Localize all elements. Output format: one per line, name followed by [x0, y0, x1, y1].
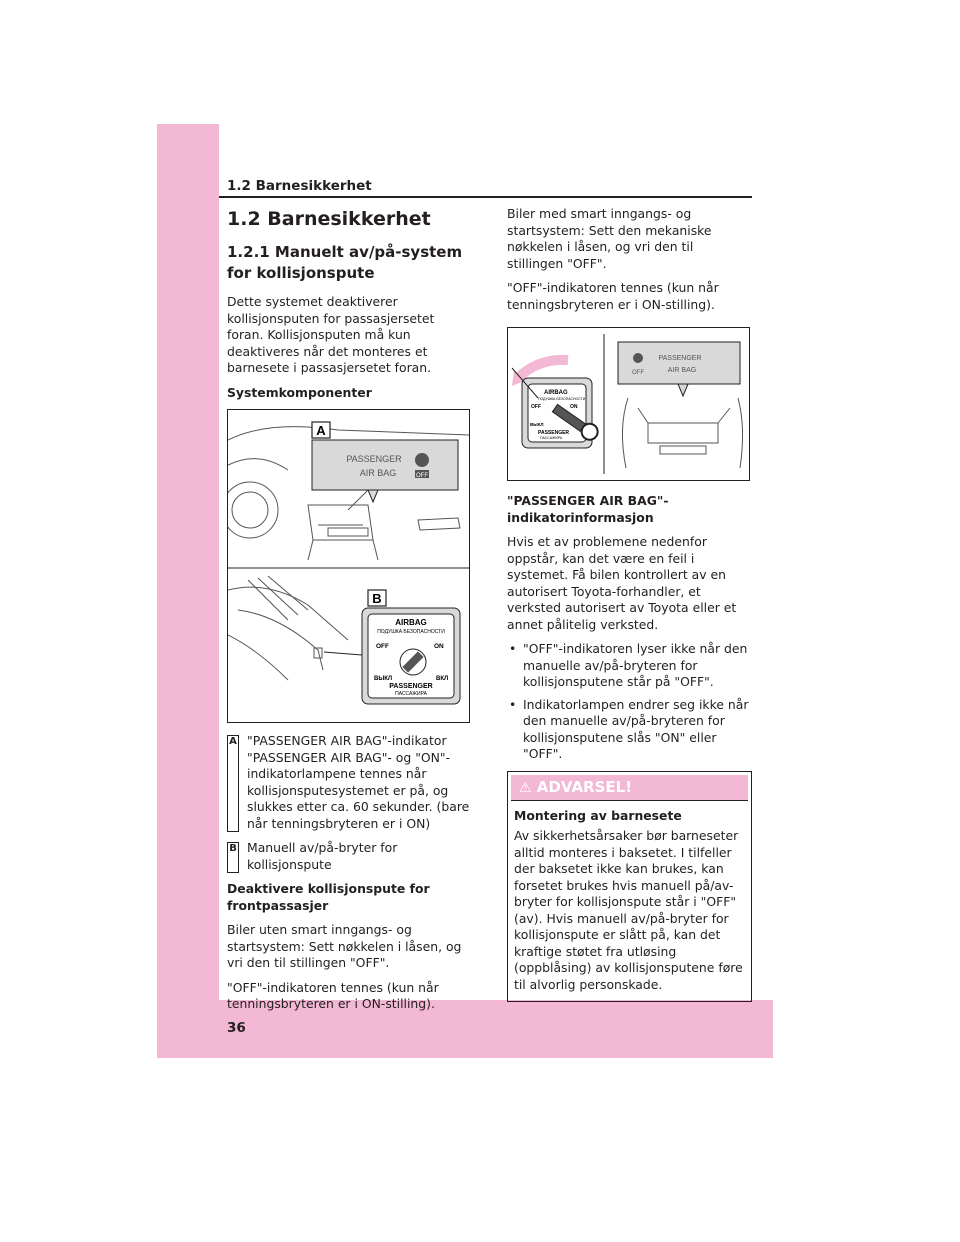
switch-off-ru: ВЫКЛ [374, 676, 393, 682]
display-off: OFF [416, 473, 428, 479]
legend-item-a [227, 733, 472, 832]
components-illustration [228, 410, 469, 722]
callout-a: A [316, 423, 326, 438]
switch-off-2: OFF [531, 404, 541, 410]
indicator-info-paragraph: Hvis et av problemene nedenfor oppstår, kan det være en feil i systemet. Få bilen kontrollert av en autorisert Toyota-forhandler, et verksted autorisert av Toyota eller et annet pålitelig verksted. [507, 534, 737, 632]
warning-heading: Montering av barnesete [514, 807, 682, 823]
header-rule [219, 196, 752, 198]
list-item: • Indikatorlampen endrer seg ikke når den manuelle av/på-bryteren for kollisjonsputene slås "ON" eller "OFF". [507, 697, 752, 763]
running-header: 1.2 Barnesikkerhet [227, 178, 372, 194]
callout-b: B [372, 591, 382, 606]
airbag-status-icon [415, 453, 429, 467]
left-column [227, 206, 472, 1021]
components-figure [227, 409, 470, 723]
switch-passenger: PASSENGER [389, 683, 433, 690]
legend-item-b [227, 840, 472, 873]
warning-text: Av sikkerhetsårsaker bør barneseter alltid monteres i baksetet. I tilfeller der baksetet ikke kan brukes, kan forsetet brukes hvis manuell på/av-bryter for kollisjonspute står i "OFF" (av). Hvis manuell av/på-bryter for kollisjonspute er slått på, kan det kraftige støtet fra utløsing (oppblåsing) av kollisjonsputene føre til alvorlig personskade. [514, 828, 743, 992]
turn-arrow-icon [518, 360, 568, 378]
warning-title: ADVARSEL! [536, 777, 633, 796]
display-off-2: OFF [632, 370, 644, 376]
smart-entry-paragraph: Biler med smart inngangs- og startsystem: Sett den mekaniske nøkkelen i låsen, og vri den til stillingen "OFF". [507, 206, 712, 271]
problem-list [507, 641, 752, 763]
display-line1-2: PASSENGER [658, 355, 702, 362]
switch-passenger-ru: ПАССАЖИРА [395, 691, 427, 697]
legend-key-b: B [227, 842, 239, 873]
switch-title: AIRBAG [395, 618, 427, 627]
deactivate-heading: Deaktivere kollisjonspute for frontpassasjer [227, 881, 430, 913]
display-line1: PASSENGER [346, 454, 402, 464]
switch-on-2: ON [570, 404, 578, 410]
key-switch-illustration [508, 328, 749, 480]
key-switch-figure [507, 327, 750, 481]
warning-body [508, 804, 751, 1002]
section-title: 1.2 Barnesikkerhet [227, 208, 431, 230]
warning-header [511, 775, 748, 801]
subsection-title: 1.2.1 Manuelt av/på-system for kollisjonspute [227, 243, 463, 282]
list-item: • "OFF"-indikatoren lyser ikke når den manuelle av/på-bryteren for kollisjonsputene står på "OFF". [507, 641, 752, 691]
intro-paragraph: Dette systemet deaktiverer kollisjonsputen for passasjersetet foran. Kollisjonsputen må kun deaktiveres når det monteres et barnesete i passasjersetet foran. [227, 294, 435, 375]
off-indicator-paragraph: "OFF"-indikatoren tennes (kun når tenningsbryteren er i ON-stilling). [507, 280, 719, 312]
warning-triangle-icon: ⚠ [519, 779, 532, 796]
switch-off: OFF [376, 643, 389, 650]
legend-text-b: Manuell av/på-bryter for kollisjonspute [247, 840, 398, 872]
deactivate-paragraph-1: Biler uten smart inngangs- og startsystem: Sett nøkkelen i låsen, og vri den til stillingen "OFF". [227, 922, 462, 970]
legend-key-a: A [227, 735, 239, 832]
warning-box [507, 771, 752, 1003]
switch-on-ru: ВКЛ [436, 676, 449, 682]
switch-on: ON [434, 643, 444, 650]
switch-passenger-ru-2: ПАССАЖИРА [540, 436, 563, 440]
airbag-status-icon-2 [633, 353, 643, 363]
deactivate-paragraph-2: "OFF"-indikatoren tennes (kun når tenningsbryteren er i ON-stilling). [227, 979, 439, 1011]
switch-subtitle: ПОДУШКА БЕЗОПАСНОСТИ [377, 629, 445, 635]
page-number: 36 [227, 1020, 246, 1036]
switch-off-ru-2: ВЫКЛ [530, 422, 544, 427]
legend-text-a: "PASSENGER AIR BAG"-indikator "PASSENGER AIR BAG"- og "ON"-indikatorlampene tennes når kollisjonsputesystemet er på, og slukkes etter ca. 60 sekunder. (bare når tenningsbryteren er i ON) [247, 733, 470, 831]
right-column [507, 206, 752, 1002]
indicator-info-heading: "PASSENGER AIR BAG"-indikatorinformasjon [507, 493, 669, 525]
switch-passenger-2: PASSENGER [538, 430, 570, 436]
display-line2: AIR BAG [359, 468, 397, 478]
display-line2-2: AIR BAG [667, 367, 697, 374]
switch-title-2: AIRBAG [544, 390, 568, 396]
components-heading: Systemkomponenter [227, 384, 372, 400]
switch-subtitle-2: ПОДУШКА БЕЗОПАСНОСТИ [538, 397, 586, 401]
